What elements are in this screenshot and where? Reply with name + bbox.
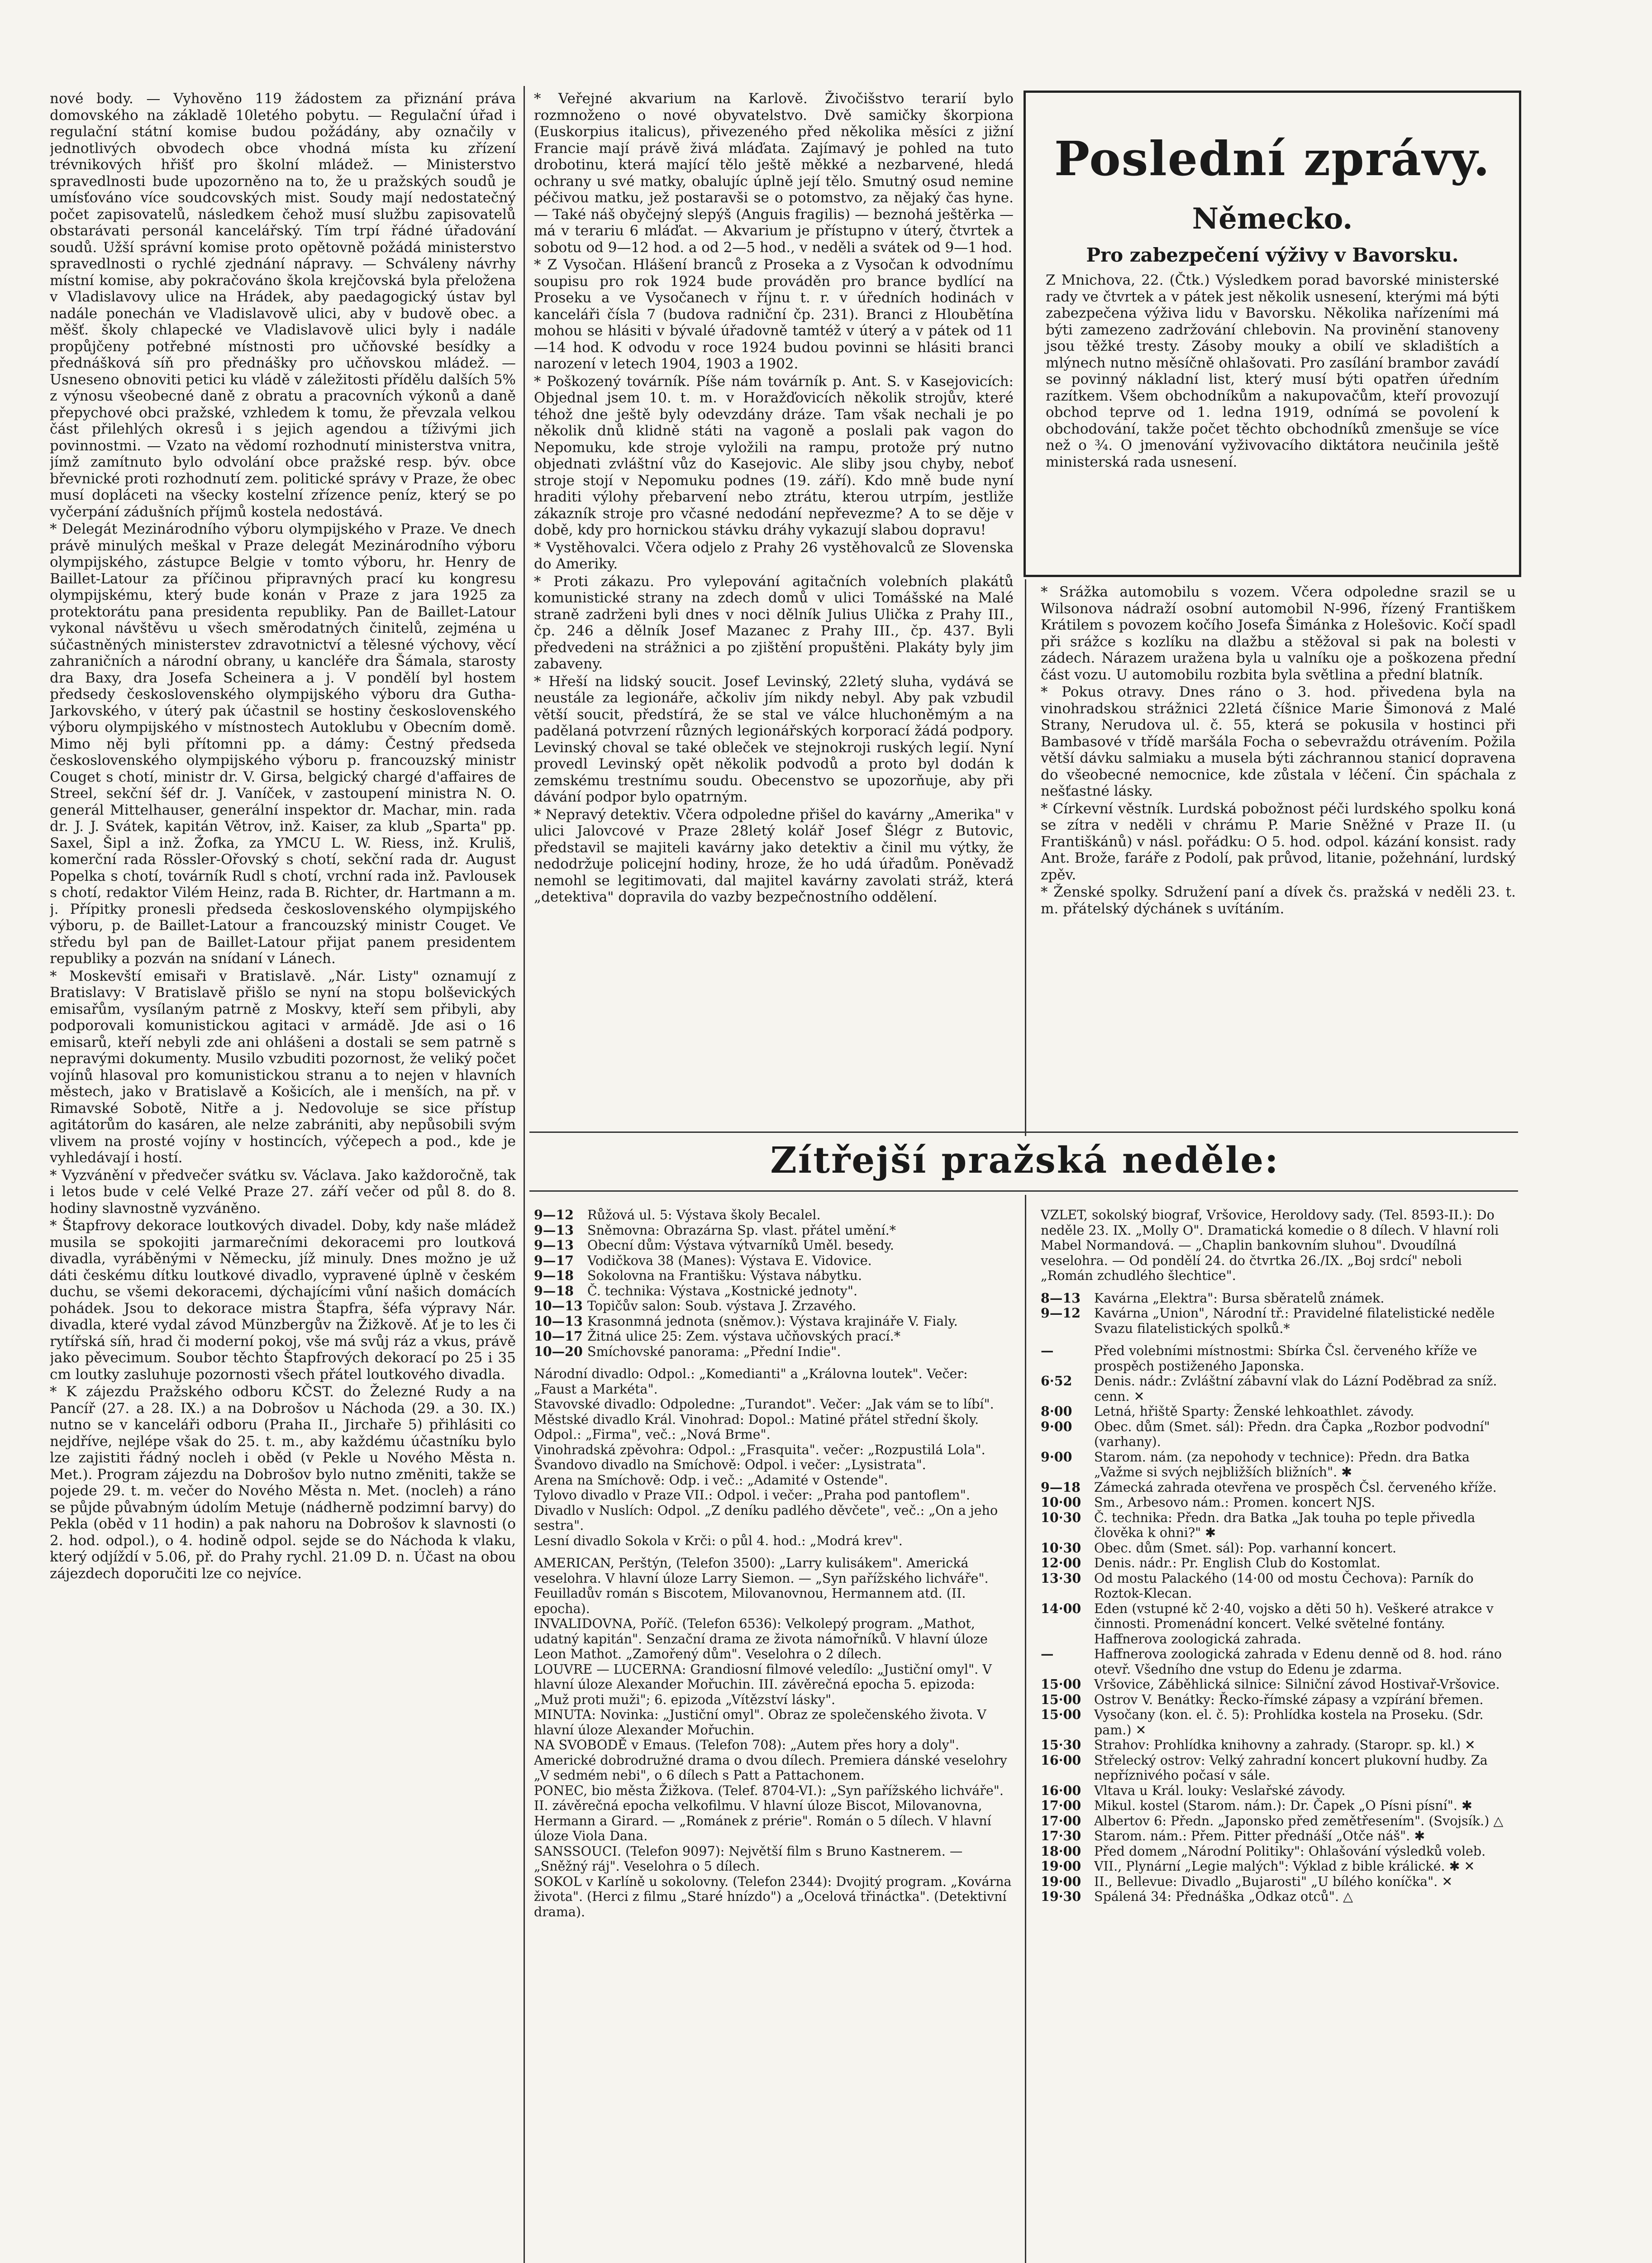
program-description: Divadlo v Nuslích: Odpol. „Z deníku padlého děvčete", več.: „On a jeho sestra". [534,1503,998,1533]
program-time: 18·00 [1041,1843,1081,1859]
program-description: Sněmovna: Obrazárna Sp. vlast. přátel umění.* [587,1222,896,1238]
latest-news-title: Poslední zprávy. [1054,131,1491,186]
program-description: Lesní divadlo Sokola v Krči: o půl 4. hod.: „Modrá krev". [534,1533,903,1548]
program-entry [1041,1647,1516,1677]
program-entry [534,1253,1014,1269]
program-time: 12·00 [1041,1555,1081,1571]
program-description: Eden (vstupné kč 2·40, vojsko a děti 50 h). Veškeré atrakce v činnosti. Promenádní koncert. Velké světelné fontány. Haffnerova zoologická zahrada. [1094,1601,1494,1647]
program-time: 16·00 [1041,1782,1081,1798]
program-description: AMERICAN, Perštýn, (Telefon 3500): „Larry kulisákem". Americká veselohra. V hlavní úloze Larry Siemon. — „Syn pařížského lichváře". Feuilladův román s Biscotem, Milovanovnou, Hermannem atd. (II. epocha). [534,1556,989,1616]
program-spacer [1041,1336,1516,1343]
program-description: Švandovo divadlo na Smíchově: Odpol. i večer: „Lysistrata". [534,1457,926,1472]
program-time: 9—18 [1041,1479,1081,1495]
program-entry [534,1707,1014,1738]
program-entry [1041,1692,1516,1708]
program-time: 6·52 [1041,1373,1072,1389]
article-emigrants: * Vystěhovalci. Včera odjelo z Prahy 26 vystěhovalců ze Slovenska do Ameriky. [534,539,1014,572]
article-women-clubs: * Ženské spolky. Sdružení paní a dívek čs. pražská v neděli 23. t. m. přátelský dýchánek s uvítáním. [1041,884,1516,917]
program-time: 10·00 [1041,1494,1081,1510]
program-description: Sokolovna na Františku: Výstava nábytku. [587,1268,862,1283]
program-time: 15·00 [1041,1676,1081,1692]
article-aquarium: * Veřejné akvarium na Karlově. Živočišstvo terarií bylo rozmnoženo o nové obyvatelstvo. Dvě samičky škorpiona (Euskorpius italicus), přivezeného před několika měsíci z jižní Francie mají právě živá mláďata. Zajímavý je pohled na tuto drobotinu, která mající tělo ještě měkké a nezbarvené, hledá ochrany u své matky, obalujíc úplně její tělo. Smutný osud nemine péčivou matku, jež postaravši se o potomstvo, za nějaký čas hyne. — Také náš obyčejný slepýš (Anguis fragilis) — beznohá ještěrka — má v terariu 6 mláďat. — Akvarium je přístupno v úterý, čtvrtek a sobotu od 9—12 hod. a od 2—5 hod., v neděli a svátek od 9—1 hod. [534,91,1014,256]
program-entry [534,1533,1014,1549]
program-description: Vodičkova 38 (Manes): Výstava E. Vidovice. [587,1253,872,1268]
program-description: Před volebními místnostmi: Sbírka Čsl. červeného kříže ve prospěch postiženého Japonska. [1094,1343,1477,1374]
news-column-1 [50,91,516,2263]
program-entry [1041,1677,1516,1692]
program-time: 19·30 [1041,1889,1081,1904]
program-entry [534,1397,1014,1412]
article-olympic-delegate: * Delegát Mezinárodního výboru olympijského v Praze. Ve dnech právě minulých meškal v Praze delegát Mezinárodního výboru olympijského, zástupce Belgie v tomto výboru, hr. Henry de Baillet-Latour za příčinou připravných prací ku kongresu olympijskému, který bude konán v Praze z jara 1925 za protektorátu pana presidenta republiky. Pan de Baillet-Latour vykonal návštěvu u všech směrodatných činitelů, zejména u súčastněných ministerstev zdravotnictví a tělesné výchovy, věcí zahraničních a národní obrany, u kancléře dra Šámala, starosty dra Baxy, dra Josefa Scheinera a j. V pondělí byl hostem předsedy československého olympijského výboru dra Gutha-Jarkovského, v úterý pak účastnil se hostiny československého výboru olympijského v místnostech Autoklubu v Obecním domě. Mimo něj byli přítomni pp. a dámy: Čestný předseda československého olympijského výboru p. francouzský ministr Couget s chotí, ministr dr. V. Girsa, belgický chargé d'affaires de Streel, sekční šéf dr. J. Vaníček, v zastoupení ministra N. O. generál Mittelhauser, generální inspektor dr. Machar, min. rada dr. J. J. Svátek, kapitán Větrov, inž. Kaiser, za klub „Sparta" pp. Saxel, Šipl a inž. Žofka, za YMCU L. W. Riess, inž. Kruliš, komerční rada Rössler-Ořovský s chotí, sekční rada dr. August Popelka s chotí, továrník Rudl s chotí, vrchní rada inž. Pavlousek s chotí, redaktor Vilém Heinz, rada B. Richter, dr. Hartmann a m. j. Přípitky pronesli předseda československého olympijského výboru, p. de Baillet-Latour a francouzský ministr Couget. Ve středu byl pan de Baillet-Latour přijat panem presidentem republiky a pozván na snídaní v Lánech. [50,521,516,967]
program-description: Před domem „Národní Politiky": Ohlašování výsledků voleb. [1094,1843,1486,1859]
program-time: 10—13 [534,1313,583,1329]
section-divider [529,1190,1518,1192]
program-description: Kavárna „Elektra": Bursa sběratelů známek. [1094,1290,1385,1306]
program-description: Žitná ulice 25: Zem. výstava učňovských prací.* [587,1329,900,1344]
program-time: 10—13 [534,1298,583,1313]
program-entry [1041,1601,1516,1647]
program-description: Smíchovské panorama: „Přední Indie". [587,1344,841,1359]
program-entry [1041,1556,1516,1571]
latest-news-box [1024,91,1521,577]
program-description: Haffnerova zoologická zahrada v Edenu denně od 8. hod. ráno otevř. Všedního dne vstup do Edenu je zdarma. [1094,1647,1502,1677]
program-entry [1041,1798,1516,1814]
program-description: MINUTA: Novinka: „Justiční omyl". Obraz ze společenského života. V hlavní úloze Alexander Mořuchin. [534,1707,986,1738]
article-against-ban: * Proti zákazu. Pro vylepování agitačních volebních plakátů komunistické strany na zdech domů v ulici Tomášské na Malé straně zadrženi byli dnes v noci dělník Julius Ulička z Prahy III., čp. 246 a dělník Josef Mazanec z Prahy III., čp. 437. Byli předvedeni na strážnici a po zjištění propuštěni. Plakáty byly jim zabaveny. [534,573,1014,672]
program-time: 17·00 [1041,1813,1081,1829]
program-time: 10—17 [534,1328,583,1344]
program-description: Vršovice, Záběhlická silnice: Silniční závod Hostivař-Vršovice. [1094,1677,1500,1692]
program-time: 8·00 [1041,1404,1072,1419]
program-entry [1041,1404,1516,1419]
program-description: Městské divadlo Král. Vinohrad: Dopol.: Matiné přátel střední školy. Odpol.: „Firma", več.: „Nová Brme". [534,1412,979,1442]
program-description: SOKOL v Karlíně u sokolovny. (Telefon 2344): Dvojitý program. „Kovárna života". (Herci z filmu „Staré hnízdo") a „Ocelová třináctka". (Detektivní drama). [534,1874,1012,1919]
program-entry [1041,1495,1516,1510]
program-description: Kavárna „Union", Národní tř.: Pravidelné filatelistické neděle Svazu filatelistických spolků.* [1094,1306,1495,1336]
program-entry [1041,1738,1516,1753]
program-time: 9—13 [534,1222,574,1238]
section-divider [529,1132,1518,1133]
program-entry [1041,1814,1516,1829]
program-description: Starom. nám. (za nepohody v technice): Předn. dra Batka „Važme si svých nejbližších bližních". ✱ [1094,1449,1470,1480]
program-entry [534,1299,1014,1314]
program-description: SANSSOUCI. (Telefon 9097): Největší film s Bruno Kastnerem. — „Sněžný ráj". Veselohra o 5 dílech. [534,1843,963,1874]
program-description: Střelecký ostrov: Velký zahradní koncert plukovní hudby. Za nepříznivého počasí v sále. [1094,1752,1488,1783]
sunday-program-right [1041,1208,1516,2263]
program-time: — [1041,1343,1054,1358]
program-entry [1041,1829,1516,1844]
program-entry [534,1208,1014,1223]
program-time: — [1041,1646,1054,1661]
program-entry [534,1556,1014,1616]
program-entry [1041,1306,1516,1336]
program-entry [1041,1450,1516,1480]
program-time: 9—13 [534,1237,574,1253]
article-puppet-theatre: * Štapfrovy dekorace loutkových divadel. Doby, kdy naše mládež musila se spokojiti jarmarečními dekoracemi pro loutková divadla, vyráběnými v Německu, jíž minuly. Dnes možno je už dáti českému dítku loutkové divadlo, vypravené úplně v českém duchu, se všemi dekoracemi, dýchajícími vůní našich domácích pohádek. Jsou to dekorace mistra Štapfra, šéfa výpravy Nár. divadla, které vydal závod Münzbergův na Žižkově. Ať je to les či rytířská síň, hrad či moderní pokoj, vše má svůj ráz a vkus, právě jako pěvecimum. Soubor těchto Štapfrových dekorací po 25 i 35 cm loutky zasluhuje pozornosti všech přátel loutkového divadla. [50,1217,516,1383]
column-divider [1025,1195,1026,2263]
program-entry [534,1442,1014,1458]
program-entry [1041,1571,1516,1601]
program-description: II., Bellevue: Divadlo „Bujarosti" „U bílého koníčka". ✕ [1094,1874,1453,1889]
program-entry [534,1344,1014,1360]
program-description: Č. technika: Předn. dra Batka „Jak touha po teple přivedla člověka k ohni?" ✱ [1094,1510,1476,1540]
program-description: Vltava u Král. louky: Veslařské závody. [1094,1783,1346,1798]
program-entry [1041,1374,1516,1404]
program-entry [1041,1889,1516,1905]
latest-news-text: Z Mnichova, 22. (Čtk.) Výsledkem porad bavorské ministerské rady ve čtvrtek a v pátek jest několik usnesení, kterými má býti zabezpečena výživa lidu v Bavorsku. Několika nařízeními má býti zamezeno zadržování chlebovin. Na provinění stanoveny jsou těžké tresty. Zásoby mouky a obilí ve skladištích a mlýnech nutno měsíčně ohlašovati. Pro zasílání brambor zavádí se povinný nákladní list, který musí býti opatřen úředním razítkem. Všem obchodníkům a nakupovačům, kteří provozují obchod teprve od 1. ledna 1919, odnímá se povolení k obchodování, takže počet těchto obchodníků zmenšuje se více než o ¾. O jmenování vyživovacího diktátora neučinila ještě ministerská rada usnesení. [1046,272,1499,470]
article-fake-detective: * Nepravý detektiv. Včera odpoledne přišel do kavárny „Amerika" v ulici Jalovcové v Praze 28letý kolář Josef Šlégr z Butovic, představil se majiteli kavárny jako detektiv a činil mu výtky, že nedodržuje policejní hodiny, hroze, že ho udá úřadům. Poněvadž nemohl se legitimovati, dal majitel kavárny zavolati stráž, která „detektiva" dopravila do vazby bezpečnostního oddělení. [534,806,1014,905]
program-entry [1041,1859,1516,1874]
sunday-program-left [534,1208,1014,2263]
program-time: 9—18 [534,1283,574,1299]
program-entry [1041,1208,1516,1284]
program-description: Obec. dům (Smet. sál): Předn. dra Čapka „Rozbor podvodní" (varhany). [1094,1419,1490,1449]
article-kcst-trip: * K zájezdu Pražského odboru KČST. do Železné Rudy a na Pancíř (27. a 28. IX.) a na Dobrošov u Náchoda (29. a 30. IX.) nutno se v kanceláři odboru (Praha II., Jirchaře 5) přihlásiti co nejdříve, nejlépe však do 25. t. m., aby každému účastníku bylo lze zajistiti řádný nocleh i oběd (v Pekle u Nového Města n. Met.). Program zájezdu na Dobrošov bylo nutno změniti, takže se pojede 29. t. m. večer do Nového Města n. Met. (nocleh) a ráno se půjde půvabným údolím Metuje (nádherně podzimní barvy) do Pekla (oběd v 11 hodin) a pak nahoru na Dobrošov k slavnosti (o 2. hod. odpol.), o 4. hodině odpol. sejde se do Náchoda k vlaku, který odjíždí v 5.06, př. do Prahy rychl. 21.09 D. n. Účast na obou zájezdech doporučiti lze co nejvíce. [50,1384,516,1582]
program-entry [1041,1343,1516,1374]
program-time: 9—12 [1041,1305,1081,1321]
program-time: 10·30 [1041,1540,1081,1556]
article-moscow-emissaries: * Moskevští emisaři v Bratislavě. „Nár. Listy" oznamují z Bratislavy: V Bratislavě přišlo se nyní na stopu bolševických emisařům, vysílaným patrně z Moskvy, kteří sem přibyli, aby podporovali komunistickou agitaci v armádě. Jde asi o 16 emisarů, kteří nebyli zde ani ohlášeni a dostali se sem patrně s nepravými dokumenty. Musilo vzbuditi pozornost, že veliký počet vojínů hlasoval pro komunistickou stranu a to nejen v hlavních městech, jako v Bratislavě a Košicích, ale i menších, na př. v Rimavské Sobotě, Nitře a j. Nedovoluje se sice přístup agitátorům do kasáren, ale nelze zabrániti, aby nepůsobili svým vlivem na prosté vojíny v hostincích, výčepech a pod., kde je vyhledávají i hostí. [50,968,516,1166]
program-description: Starom. nám.: Přem. Pitter přednáší „Otče náš". ✱ [1094,1829,1425,1843]
program-time: 8—13 [1041,1290,1081,1306]
program-entry [1041,1753,1516,1783]
program-time: 15·00 [1041,1691,1081,1707]
program-description: INVALIDOVNA, Poříč. (Telefon 6536): Velkolepý program. „Mathot, udatný kapitán". Senzační drama ze života námořníků. V hlavní úloze Leon Mathot. „Zamořený dům". Veselohra o 2 dílech. [534,1616,988,1661]
program-time: 9·00 [1041,1418,1072,1434]
program-description: Albertov 6: Předn. „Japonsko před zemětřesením". (Svojsík.) △ [1094,1813,1504,1829]
program-description: VII., Plynární „Legie malých": Výklad z bible králické. ✱ ✕ [1094,1859,1475,1874]
program-description: Letná, hřiště Sparty: Ženské lehkoathlet. závody. [1094,1404,1414,1419]
program-description: Denis. nádr.: Zvláštní zábavní vlak do Lázní Poděbrad za sníž. cenn. ✕ [1094,1374,1497,1404]
program-description: NA SVOBODĚ v Emaus. (Telefon 708): „Autem přes hory a doly". Americké dobrodružné drama o dvou dílech. Premiera dánské veselohry „V sedmém nebi", o 6 dílech s Patt a Pattachonem. [534,1738,1007,1783]
program-description: Arena na Smíchově: Odp. i več.: „Adamité v Ostende". [534,1472,888,1488]
program-time: 15·30 [1041,1737,1081,1752]
program-entry [1041,1783,1516,1799]
program-description: Stavovské divadlo: Odpoledne: „Turandot". Večer: „Jak vám se to líbí". [534,1397,994,1412]
program-description: Krasonmná jednota (sněmov.): Výstava krajináře V. Fialy. [587,1313,958,1329]
program-description: Denis. nádr.: Pr. English Club do Kostomlat. [1094,1556,1381,1571]
program-entry [534,1738,1014,1783]
program-description: Č. technika: Výstava „Kostnické jednoty". [587,1283,858,1299]
program-description: Mikul. kostel (Starom. nám.): Dr. Čapek „O Písni písní". ✱ [1094,1798,1472,1813]
program-description: Topičův salon: Soub. výstava J. Zrzavého. [587,1299,857,1313]
program-time: 9—18 [534,1268,574,1283]
program-description: Tylovo divadlo v Praze VII.: Odpol. i večer: „Praha pod pantoflem". [534,1488,970,1503]
program-entry [534,1314,1014,1329]
program-description: Růžová ul. 5: Výstava školy Becalel. [587,1208,821,1222]
program-spacer [1041,1284,1516,1291]
sunday-program-title: Zítřejší pražská neděle: [770,1139,1280,1181]
latest-news-headline: Pro zabezpečení výživy v Bavorsku. [1086,244,1459,266]
article-city-council: nové body. — Vyhověno 119 žádostem za přiznání práva domovského na základě 10letého pobytu. — Regulační úřad i regulační státní komise budou požádány, aby označily v jednotlivých obvodech obce vhodná místa ku zřízení trévnikových hřišť pro školní mládež. — Ministerstvo spravedlnosti bude upozorněno na to, že u pražských soudů je umísťováno více soudcovských mist. Soudy mají nedostatečný počet zapisovatelů, následkem čehož musí službu zapisovatelů obstarávati personál kancelářský. Tím trpí řádné úřadování soudů. Užší správní komise proto opětovně požádá ministerstvo spravedlnosti o rychlé zjednání nápravy. — Schváleny návrhy místní komise, aby pokračováno škola krejčovská byla přeložena v Vladislavovy ulice na Hrádek, aby paedagogický ústav byl nadále ponechán ve Vladislavově ulici, aby v budově obec. a měšť. školy chlapecké ve Vladislavově ulici byly i nadále propůjčeny potřebné místnosti pro učňovské besídky a přednášková síň pro přednášky pro učňovskou mládež. — Usneseno obnoviti petici ku vládě v záležitosti přídělu dalších 5% z výnosu všeobecné daně z obratu a pracovních výkonů a daně přepychové obci pražské, vzhledem k tomu, že převzala velkou část přilehlých okresů i s jejich agendou a tíživými jich povinnostmi. — Vzato na vědomí rozhodnutí ministerstva vnitra, jímž zamítnuto bylo odvolání obce pražské resp. býv. obce břevnické proti rozhodnutí zem. politické správy v Praze, že obec musí dopláceti na všecky kostelní zřízence peníz, který se po vyčerpání zádušních příjmů kostela nedostává. [50,91,516,520]
program-description: PONEC, bio města Žižkova. (Telef. 8704-VI.): „Syn pařížského lichváře". II. závěrečná epocha velkofilmu. V hlavní úloze Biscot, Milovanovna, Hermann a Girard. — „Románek z prérie". Román o 5 dílech. V hlavní úloze Viola Dana. [534,1783,1004,1843]
column-divider [1025,579,1026,1136]
program-description: Od mostu Palackého (14·00 od mostu Čechova): Parník do Roztok-Klecan. [1094,1571,1474,1601]
program-entry [534,1284,1014,1299]
program-entry [534,1783,1014,1844]
program-description: VZLET, sokolský biograf, Vršovice, Heroldovy sady. (Tel. 8593-II.): Do neděle 23. IX. „Molly O". Dramatická komedie o 8 dílech. V hlavní roli Mabel Normandová. — „Chaplin bankovním sluhou". Dvoudílná veselohra. — Od pondělí 24. do čtvrtka 26./IX. „Boj srdcí" neboli „Román zchudlého šlechtice". [1041,1208,1499,1283]
program-time: 13·30 [1041,1570,1081,1586]
program-entry [1041,1874,1516,1890]
article-st-wenceslas-bells: * Vyzvánění v předvečer svátku sv. Václava. Jako každoročně, tak i letos bude v celé Velké Praze 27. září večer od půl 8. do 8. hodiny slavnostně vyzváněno. [50,1167,516,1217]
program-entry [1041,1844,1516,1859]
program-time: 17·00 [1041,1798,1081,1813]
program-description: Obec. dům (Smet. sál): Pop. varhanní koncert. [1094,1540,1397,1556]
program-time: 19·00 [1041,1873,1081,1889]
program-entry [534,1616,1014,1662]
program-description: Vysočany (kon. el. č. 5): Prohlídka kostela na Proseku. (Sdr. pam.) ✕ [1094,1707,1484,1738]
article-damaged-manufacturer: * Poškozený továrník. Píše nám továrník p. Ant. S. v Kasejovicích: Objednal jsem 10. t. m. v Horažďovicích několik strojův, které téhož dne ještě byly odevzdány dráze. Tam však nechali je po několik dnů klidně státi na vagoně a poslali pak vagon do Nepomuku, kde stroje vyložili na rampu, protože prý nutno objednati zvláštní vůz do Kasejovic. Ale sliby jsou chyby, neboť stroje stojí v Nepomuku podnes (19. září). Kdo mně bude nyní hraditi výlohy přebarvení nebo ztrátu, kterou utrpím, jestliže zákazník stroje pro včasné nedodání nepřevezme? A to se děje v době, kdy pro hornickou stávku dráhy vykazují slabou dopravu! [534,373,1014,538]
program-entry [534,1238,1014,1253]
program-entry [534,1473,1014,1488]
program-entry [1041,1707,1516,1738]
program-entry [534,1844,1014,1874]
article-poisoning-attempt: * Pokus otravy. Dnes ráno o 3. hod. přivedena byla na vinohradskou strážnici 22letá číšnice Marie Šimonová z Malé Strany, Nerudova ul. č. 55, která se pokusila v hostinci při Bambasové v třídě maršála Focha o sebevraždu otrávením. Požila větší dávku salmiaku a musela býti záchrannou stanicí dopravena do všeobecné nemocnice, kde zůstala v léčení. Čin spáchala z nešťastné lásky. [1041,684,1516,799]
program-time: 9—12 [534,1208,574,1222]
news-column-2 [534,91,1014,1109]
program-description: Vinohradská zpěvohra: Odpol.: „Frasquita". večer: „Rozpustilá Lola". [534,1442,985,1457]
program-time: 17·30 [1041,1828,1081,1843]
program-spacer [534,1359,1014,1366]
program-time: 10—20 [534,1343,583,1359]
program-spacer [534,1548,1014,1556]
program-description: Obecní dům: Výstava výtvarníků Uměl. besedy. [587,1238,894,1253]
program-entry [534,1662,1014,1708]
program-entry [1041,1480,1516,1495]
program-entry [534,1329,1014,1344]
program-entry [1041,1541,1516,1556]
program-entry [534,1366,1014,1397]
article-vysocany: * Z Vysočan. Hlášení branců z Proseka a z Vysočan k odvodnímu soupisu pro rok 1924 bude prováděn pro brance bydlící na Proseku a ve Vysočanech v říjnu t. r. v úředních hodinách v kanceláři čísla 7 (budova radniční čp. 231). Branci z Hloubětína mohou se hlásiti v bývalé úřadovně tamtéž v úterý a v pátek od 11—14 hod. K odvodu v roce 1924 budou povinni se hlásiti branci narození v letech 1904, 1903 a 1902. [534,257,1014,372]
program-entry [534,1488,1014,1503]
program-description: Zámecká zahrada otevřena ve prospěch Čsl. červeného kříže. [1094,1480,1497,1495]
program-entry [1041,1291,1516,1306]
column-divider [524,86,525,2263]
program-entry [534,1874,1014,1920]
program-time: 9—17 [534,1252,574,1268]
program-entry [534,1503,1014,1533]
program-description: Spálená 34: Přednáška „Odkaz otců". △ [1094,1889,1353,1904]
program-time: 19·00 [1041,1858,1081,1874]
program-time: 16·00 [1041,1752,1081,1768]
program-description: Sm., Arbesovo nám.: Promen. koncert NJS. [1094,1495,1376,1510]
program-time: 15·00 [1041,1707,1081,1722]
program-description: Národní divadlo: Odpol.: „Komedianti" a „Královna loutek". Večer: „Faust a Markéta". [534,1366,968,1397]
program-entry [534,1412,1014,1442]
program-time: 14·00 [1041,1600,1081,1616]
program-entry [534,1457,1014,1473]
program-entry [1041,1510,1516,1541]
program-description: Strahov: Prohlídka knihovny a zahrady. (Staropr. sp. kl.) ✕ [1094,1738,1476,1752]
program-entry [1041,1419,1516,1450]
program-entry [534,1223,1014,1238]
article-false-legionnaire: * Hřeší na lidský soucit. Josef Levinský, 22letý sluha, vydává se neustále za legionáře, ačkoliv jím nikdy nebyl. Aby pak vzbudil větší soucit, předstírá, že se stal ve válce hluchoněmým a na padělaná potvrzení různých legionářských korporací žádá podpory. Levinský choval se také obleček ve stejnokroji ruských legií. Nyní provedl Levinský opět několik podvodů a proto byl dodán k zemskému trestnímu soudu. Obecenstvo se upozorňuje, aby při dávání podpor bylo opatrným. [534,673,1014,805]
article-church-bulletin: * Církevní věstník. Lurdská pobožnost péči lurdského spolku koná se zítra v neděli v chrámu P. Marie Sněžné v Praze II. (u Františkánů) v násl. pořádku: O 5. hod. odpol. kázání konsist. rady Ant. Brože, faráře z Podolí, pak průvod, litanie, požehnání, lurdský zpěv. [1041,800,1516,883]
program-description: Ostrov V. Benátky: Řecko-římské zápasy a vzpírání břemen. [1094,1692,1484,1707]
news-column-3 [1041,584,1516,1156]
program-time: 10·30 [1041,1509,1081,1525]
program-entry [534,1268,1014,1284]
program-time: 9·00 [1041,1449,1072,1465]
article-car-collision: * Srážka automobilu s vozem. Včera odpoledne srazil se u Wilsonova nádraží osobní automobil N-996, řízený Františkem Krátilem s povozem kočího Josefa Šimánka z Holešovic. Kočí spadl při srážce s kozlíku na dlažbu a stěžoval si pak na bolesti v zádech. Nárazem uražena byla u valníku oje a poškozena přední část vozu. U automobilu rozbita byla světlina a přední blatník. [1041,584,1516,683]
latest-news-country: Německo. [1192,202,1353,236]
program-description: LOUVRE — LUCERNA: Grandiosní filmové veledílo: „Justiční omyl". V hlavní úloze Alexander Mořuchin. III. závěrečná epocha 5. epizoda: „Muž proti muži"; 6. epizoda „Vítězství lásky". [534,1661,992,1707]
